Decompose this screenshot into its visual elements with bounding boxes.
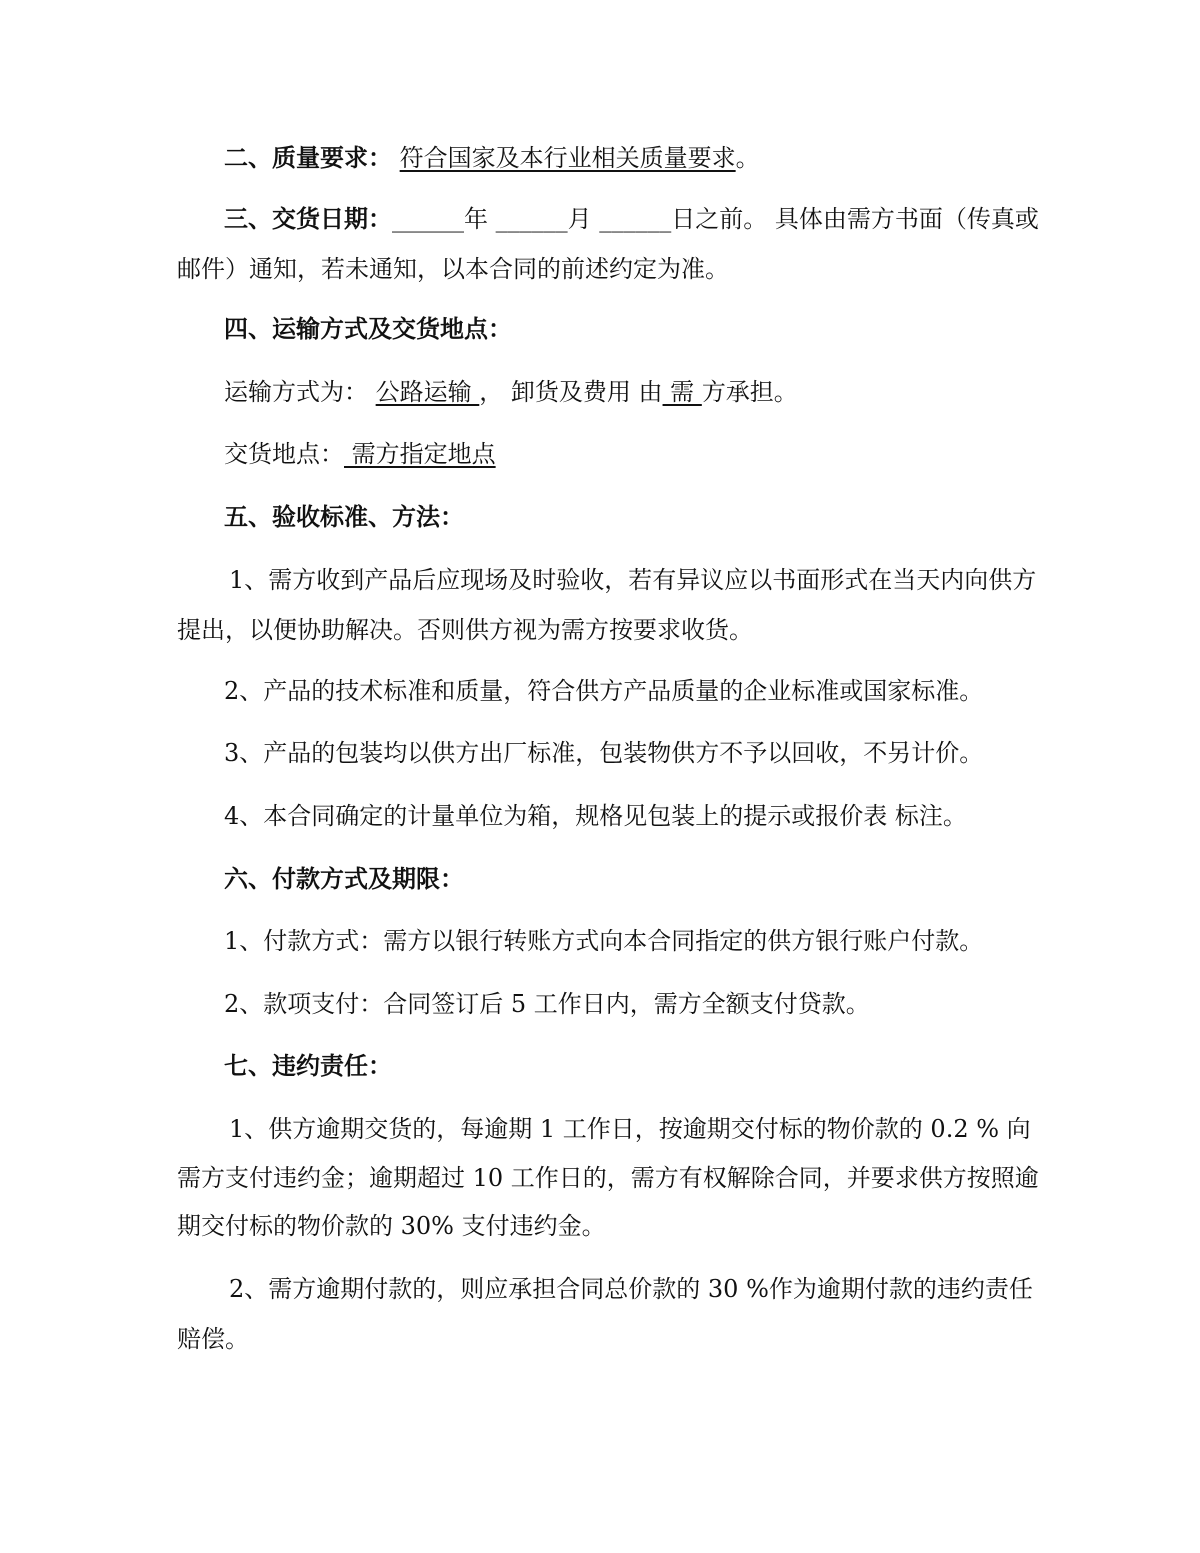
transport-mode-mid: ， 卸货及费用 由 <box>479 378 663 406</box>
year-label: 年 <box>464 205 496 233</box>
transport-heading: 四、运输方式及交货地点： <box>224 314 512 343</box>
liability-item-2: 2、需方逾期付款的，则应承担合同总价款的 30 %作为逾期付款的违约责任 <box>229 1275 1033 1303</box>
acceptance-item-2: 2、产品的技术标准和质量，符合供方产品质量的企业标准或国家标准。 <box>224 677 984 705</box>
quality-clause <box>224 142 760 174</box>
transport-mode-label: 运输方式为： <box>224 378 376 406</box>
liability-item-1: 1、供方逾期交货的，每逾期 1 工作日，按逾期交付标的物价款的 0.2 % 向 <box>229 1115 1031 1143</box>
liability-item-2-cont: 赔偿。 <box>177 1325 249 1353</box>
cost-payer-value: 需 <box>662 378 702 406</box>
acceptance-item-4: 4、本合同确定的计量单位为箱，规格见包装上的提示或报价表 标注。 <box>224 802 967 830</box>
delivery-place-label: 交货地点： <box>224 440 344 468</box>
payment-item-1: 1、付款方式：需方以银行转账方式向本合同指定的供方银行账户付款。 <box>224 927 984 955</box>
quality-heading: 二、质量要求： <box>224 143 392 172</box>
acceptance-heading: 五、验收标准、方法： <box>224 502 464 531</box>
transport-mode-end: 方承担。 <box>701 378 798 406</box>
acceptance-item-3: 3、产品的包装均以供方出厂标准，包装物供方不予以回收，不另计价。 <box>224 739 984 767</box>
quality-value: 符合国家及本行业相关质量要求 <box>399 144 736 172</box>
quality-gap <box>392 144 400 172</box>
liability-item-1-end: 期交付标的物价款的 30% 支付违约金。 <box>177 1212 606 1240</box>
liability-item-1-cont: 需方支付违约金；逾期超过 10 工作日的，需方有权解除合同，并要求供方按照逾 <box>177 1164 1039 1192</box>
delivery-date-heading: 三、交货日期： <box>224 204 392 233</box>
payment-item-2: 2、款项支付：合同签订后 5 工作日内，需方全额支付贷款。 <box>224 990 870 1018</box>
payment-heading: 六、付款方式及期限： <box>224 864 464 893</box>
year-blank: ______ <box>392 205 464 233</box>
month-label: 月 <box>567 205 600 233</box>
delivery-place-line <box>224 438 496 470</box>
transport-mode-value: 公路运输 <box>375 378 480 406</box>
month-blank: ______ <box>495 205 568 233</box>
delivery-date-line2: 邮件）通知，若未通知，以本合同的前述约定为准。 <box>177 255 729 283</box>
liability-heading: 七、违约责任： <box>224 1051 392 1080</box>
quality-tail: 。 <box>735 144 760 172</box>
delivery-date-text: 日之前。 具体由需方书面（传真或 <box>671 205 1039 233</box>
delivery-date-clause <box>224 203 1039 235</box>
acceptance-item-1: 1、需方收到产品后应现场及时验收，若有异议应以书面形式在当天内向供方 <box>229 566 1037 594</box>
delivery-place-value: 需方指定地点 <box>344 440 496 468</box>
day-blank: ______ <box>599 205 672 233</box>
acceptance-item-1-cont: 提出，以便协助解决。否则供方视为需方按要求收货。 <box>177 616 753 644</box>
transport-mode-line <box>224 376 798 408</box>
